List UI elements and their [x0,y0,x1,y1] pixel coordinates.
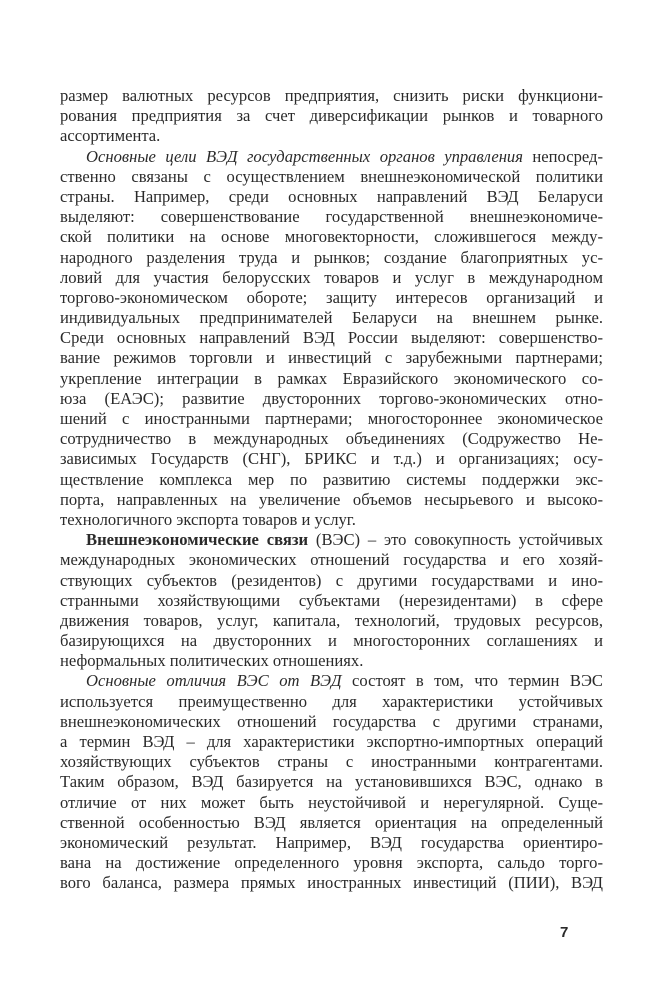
text-line [60,611,603,631]
text-line [60,752,603,772]
line-text: ассортимента. [60,126,161,146]
text-line [60,389,603,409]
text-line [60,692,603,712]
line-text: ствующих субъектов (резидентов) с другими государствами и ино- [60,570,603,590]
line-text: непосред- [522,146,603,166]
line-text: выделяют: совершенствование государственной внешнеэкономиче- [60,207,603,227]
text-line [60,712,603,732]
line-text: порта, направленных на увеличение объемов несырьевого и высоко- [60,489,603,509]
text-line [60,308,603,328]
page-number: 7 [560,924,569,941]
line-text: юза (ЕАЭС); развитие двусторонних торгово-экономических отно- [60,388,603,408]
text-line [60,449,603,469]
line-text: Таким образом, ВЭД базируется на установившихся ВЭС, однако в [60,772,603,792]
line-text: отличие от них может быть неустойчивой и нерегулярной. Суще- [60,792,603,812]
text-line [60,288,603,308]
line-text: международных экономических отношений государства и его хозяй- [60,550,603,570]
text-line [60,833,603,853]
text-line [60,873,603,893]
line-text: странными хозяйствующими субъектами (нерезидентами) в сфере [60,590,603,610]
line-text: индивидуальных предпринимателей Беларуси на внешнем рынке. [60,308,603,328]
line-text: ственно связаны с осуществлением внешнеэкономической политики [60,166,603,186]
line-text: страны. Например, среди основных направлений ВЭД Беларуси [60,186,603,206]
line-text: сотрудничество в международных объединениях (Содружество Не- [60,429,603,449]
line-text: торгово-экономическом обороте; защиту интересов организаций и [60,287,603,307]
italic-term: Основные цели ВЭД государственных органов управления [86,146,523,166]
line-text: неформальных политических отношениях. [60,651,364,671]
bold-term: Внешнеэкономические связи [86,530,309,550]
line-text: укрепление интеграции в рамках Евразийского экономического со- [60,368,603,388]
text-line [60,550,603,570]
text-line [60,530,603,550]
text-line [60,571,603,591]
text-line [60,409,603,429]
text-line [60,167,603,187]
line-text: вого баланса, размера прямых иностранных инвестиций (ПИИ), ВЭД [60,873,603,893]
line-text: вана на достижение определенного уровня экспорта, сальдо торго- [60,853,603,873]
line-text: размер валютных ресурсов предприятия, снизить риски функциони- [60,86,603,105]
text-line [60,651,603,671]
line-text: экономический результат. Например, ВЭД государства ориентиро- [60,832,603,852]
text-line [60,732,603,752]
text-line [60,348,603,368]
italic-term: Основные отличия ВЭС от ВЭД [86,671,342,691]
line-text: Среди основных направлений ВЭД России выделяют: совершенство- [60,328,603,348]
text-line [60,591,603,611]
line-text: движения товаров, услуг, капитала, технологий, трудовых ресурсов, [60,610,603,630]
text-line [60,813,603,833]
text-line [60,631,603,651]
page-body [60,86,603,894]
line-text: используется преимущественно для характеристики устойчивых [60,691,603,711]
text-line [60,490,603,510]
text-line [60,853,603,873]
text-line [60,510,603,530]
text-line [60,248,603,268]
line-text: ственной особенностью ВЭД является ориентация на определенный [60,812,603,832]
line-text: а термин ВЭД – для характеристики экспортно-импортных операций [60,732,603,751]
text-line [60,187,603,207]
text-line [60,147,603,167]
text-line [60,369,603,389]
line-text: рования предприятия за счет диверсификации рынков и товарного [60,106,603,126]
text-line [60,793,603,813]
text-line [60,470,603,490]
text-line [60,671,603,691]
line-text: народного разделения труда и рынков; создание благоприятных ус- [60,247,603,267]
line-text: вание режимов торговли и инвестиций с зарубежными партнерами; [60,348,603,368]
line-text: зависимых Государств (СНГ), БРИКС и т.д.) и организациях; осу- [60,449,603,469]
text-line [60,126,603,146]
text-line [60,268,603,288]
text-line [60,106,603,126]
text-line [60,86,603,106]
line-text: базирующихся на двусторонних и многосторонних соглашениях и [60,631,603,651]
text-line [60,207,603,227]
text-line [60,328,603,348]
line-text: технологичного экспорта товаров и услуг. [60,509,356,529]
text-line [60,772,603,792]
line-text: (ВЭС) – это совокупность устойчивых [308,530,603,550]
line-text: ловий для участия белорусских товаров и услуг в международном [60,267,603,287]
line-text: ществление комплекса мер по развитию системы поддержки экс- [60,469,603,489]
line-text: ской политики на основе многовекторности, сложившегося между- [60,227,603,247]
text-line [60,227,603,247]
line-text: шений с иностранными партнерами; многостороннее экономическое [60,409,603,428]
line-text: состоят в том, что термин ВЭС [341,671,603,691]
line-text: хозяйствующих субъектов страны с иностранными контрагентами. [60,752,603,772]
line-text: внешнеэкономических отношений государства с другими странами, [60,711,603,731]
text-line [60,429,603,449]
